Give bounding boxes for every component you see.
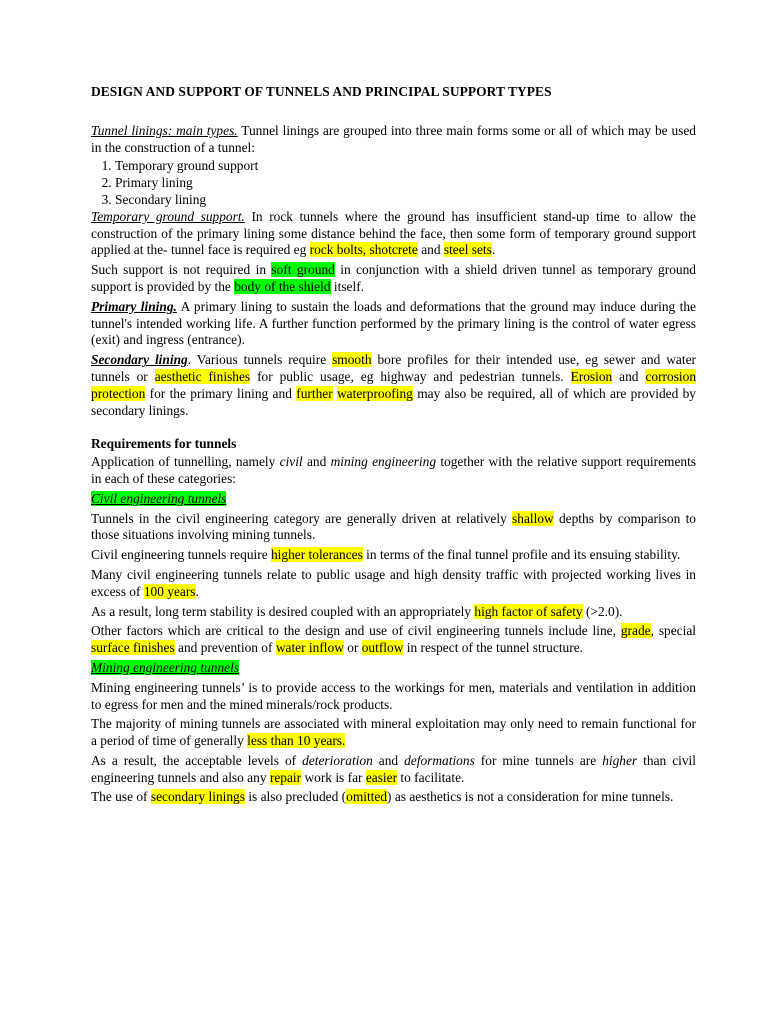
requirements-heading: Requirements for tunnels	[91, 436, 237, 452]
highlight: steel sets	[443, 242, 492, 258]
mining-paragraph-4: The use of secondary linings is also precluded (omitted) as aesthetics is not a consideration for mine tunnels.	[91, 789, 674, 805]
highlight: body of the shield	[234, 278, 331, 294]
primary-lining-heading: Primary lining.	[91, 298, 177, 314]
highlight: secondary linings	[150, 789, 245, 805]
list-item: 2. Primary lining	[115, 175, 696, 192]
tunnel-linings-paragraph: Tunnel linings: main types. Tunnel linings are grouped into three main forms some or all of which may be used in the construction of a tunnel:	[91, 122, 697, 155]
highlight: less than 10 years.	[247, 733, 346, 749]
requirements-paragraph: Application of tunnelling, namely civil and mining engineering together with the relative support requirements in each of these categories:	[91, 454, 697, 486]
shield-paragraph: Such support is not required in soft ground in conjunction with a shield driven tunnel as temporary ground support is provided by the body of the shield itself.	[91, 262, 696, 294]
mining-paragraph-3: As a result, the acceptable levels of deterioration and deformations for mine tunnels are higher than civil engineering tunnels and also any repair work is far easier to facilitate.	[91, 752, 696, 785]
highlight: water inflow	[275, 640, 344, 656]
temporary-support-heading: Temporary ground support.	[91, 208, 245, 224]
civil-paragraph-4: As a result, long term stability is desired coupled with an appropriately high factor of safety (>2.0).	[91, 603, 623, 619]
mining-paragraph-1: Mining engineering tunnels’ is to provide access to the workings for men, materials and ventilation in addition to egress for men and the mined minerals/rock products.	[91, 679, 696, 712]
highlight: further	[296, 385, 333, 401]
secondary-lining-heading: Secondary lining	[91, 352, 188, 368]
highlight: outflow	[361, 640, 404, 656]
highlight: smooth	[332, 352, 372, 368]
highlight: 100 years	[143, 583, 196, 599]
primary-lining-paragraph: Primary lining. A primary lining to sustain the loads and deformations that the ground may induce during the tunnel's intended working life. A further function performed by the primary lining is the control of water egress (exit) and ingress (entrance).	[91, 298, 696, 348]
highlight: waterproofing	[337, 385, 413, 401]
tunnel-linings-heading: Tunnel linings: main types.	[91, 122, 238, 138]
highlight: corrosion	[645, 368, 697, 384]
civil-paragraph-5: Other factors which are critical to the design and use of civil engineering tunnels include line, grade, special surface finishes and prevention of water inflow or outflow in respect of the tunnel structure.	[91, 623, 696, 656]
lining-types-list	[91, 158, 696, 208]
highlight: grade	[620, 623, 651, 639]
civil-paragraph-1: Tunnels in the civil engineering category are generally driven at relatively shallow depths by comparison to those situations involving mining tunnels.	[91, 510, 696, 543]
highlight: protection	[91, 385, 146, 401]
highlight: high factor of safety	[474, 603, 583, 619]
spacer	[91, 422, 696, 436]
highlight: higher tolerances	[270, 547, 363, 563]
list-item: 3. Secondary lining	[115, 192, 696, 209]
civil-paragraph-3: Many civil engineering tunnels relate to public usage and high density traffic with projected working lives in excess of 100 years.	[91, 566, 696, 599]
highlight: surface finishes	[91, 640, 175, 656]
document-title: DESIGN AND SUPPORT OF TUNNELS AND PRINCIPAL SUPPORT TYPES	[91, 84, 552, 99]
civil-paragraph-2: Civil engineering tunnels require higher tolerances in terms of the final tunnel profile and its ensuing stability.	[91, 547, 681, 563]
highlight: rock bolts, shotcrete	[309, 242, 418, 258]
civil-tunnels-label: Civil engineering tunnels	[91, 490, 227, 506]
mining-paragraph-2: The majority of mining tunnels are associated with mineral exploitation may only need to remain functional for a period of time of generally less than 10 years.	[91, 716, 696, 749]
highlight: omitted	[346, 789, 388, 805]
mining-tunnels-label: Mining engineering tunnels	[91, 659, 240, 675]
highlight: repair	[269, 769, 302, 785]
highlight: aesthetic finishes	[154, 368, 251, 384]
temporary-support-paragraph: Temporary ground support. In rock tunnels where the ground has insufficient stand-up time to allow the construction of the primary lining some distance behind the face, then some form of temporary ground support applied at the- tunnel face is required eg rock bolts, shotcrete and steel sets.	[91, 208, 696, 258]
highlight: Erosion	[570, 368, 613, 384]
list-item: 1. Temporary ground support	[115, 158, 696, 175]
highlight: easier	[365, 769, 398, 785]
highlight: shallow	[512, 510, 554, 526]
secondary-lining-paragraph: Secondary lining. Various tunnels require smooth bore profiles for their intended use, eg sewer and water tunnels or aesthetic finishes for public usage, eg highway and pedestrian tunnels. Erosion and corrosion protection for the primary lining and further waterproofing may also be required, all of which are provided by secondary linings.	[91, 352, 697, 418]
highlight: soft ground	[271, 262, 335, 278]
